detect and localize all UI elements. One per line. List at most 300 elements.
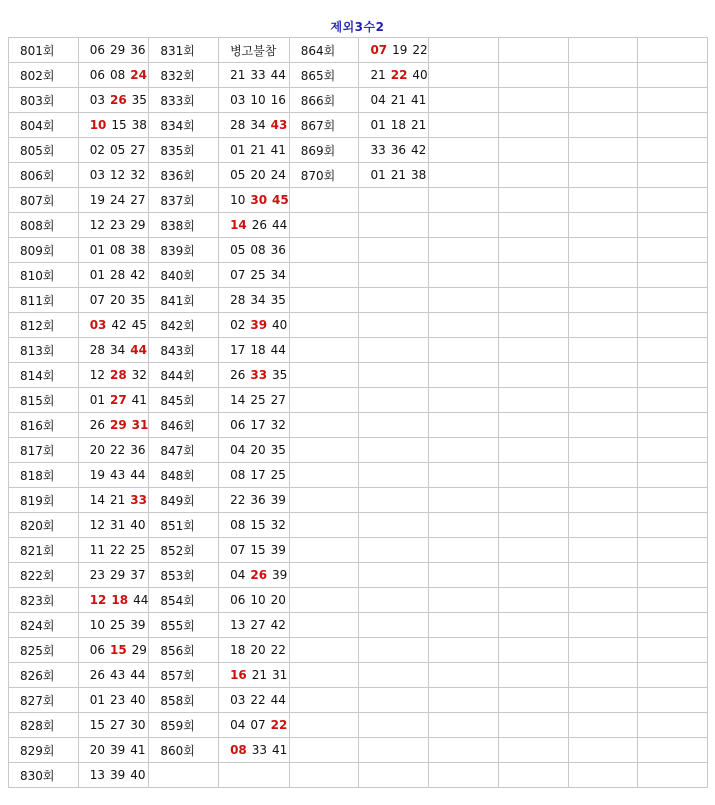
number: 24 — [109, 193, 126, 207]
numbers-cell — [359, 688, 429, 713]
number: 08 — [109, 68, 126, 82]
table-row — [9, 63, 708, 88]
numbers-cell — [219, 88, 290, 113]
round-cell: 829회 — [9, 738, 79, 763]
number: 병고불참 — [230, 43, 277, 58]
number: 23 — [109, 218, 126, 232]
number: 21 — [411, 118, 427, 132]
number: 39 — [270, 543, 286, 557]
table-row — [9, 363, 708, 388]
number: 01 — [89, 268, 105, 282]
number: 41 — [131, 393, 147, 407]
number: 21 — [109, 493, 126, 507]
number: 21 — [250, 143, 266, 157]
round-cell — [429, 513, 499, 538]
round-cell — [568, 688, 638, 713]
table-row — [9, 588, 708, 613]
number: 17 — [250, 418, 266, 432]
page-title: 제외3수2 — [330, 20, 385, 34]
number: 05 — [230, 243, 246, 257]
round-cell — [289, 288, 359, 313]
number: 24 — [270, 168, 286, 182]
number: 01 — [370, 118, 386, 132]
round-cell: 851회 — [149, 513, 219, 538]
number: 28 — [230, 293, 246, 307]
number: 31 — [109, 518, 126, 532]
round-cell — [429, 163, 499, 188]
numbers-cell — [219, 488, 290, 513]
numbers-cell — [638, 513, 708, 538]
number: 04 — [230, 568, 246, 582]
number: 36 — [130, 443, 146, 457]
numbers-cell — [638, 88, 708, 113]
numbers-cell — [359, 438, 429, 463]
number: 37 — [130, 568, 146, 582]
numbers-cell — [359, 213, 429, 238]
numbers-cell — [219, 738, 290, 763]
numbers-cell — [78, 763, 149, 788]
numbers-cell — [638, 113, 708, 138]
round-cell: 847회 — [149, 438, 219, 463]
highlighted-number: 26 — [109, 93, 127, 107]
number: 42 — [111, 318, 127, 332]
round-cell — [568, 88, 638, 113]
numbers-cell — [219, 213, 290, 238]
round-cell: 866회 — [289, 88, 359, 113]
number: 05 — [230, 168, 246, 182]
numbers-cell — [359, 613, 429, 638]
table-row — [9, 738, 708, 763]
number: 23 — [109, 693, 126, 707]
numbers-cell — [78, 38, 149, 63]
numbers-cell — [78, 188, 149, 213]
number: 35 — [130, 293, 146, 307]
round-cell — [429, 488, 499, 513]
number: 44 — [270, 693, 286, 707]
number: 44 — [130, 468, 146, 482]
round-cell — [568, 588, 638, 613]
number: 22 — [250, 693, 266, 707]
round-cell — [289, 763, 359, 788]
number: 15 — [250, 518, 266, 532]
round-cell — [568, 338, 638, 363]
round-cell — [429, 463, 499, 488]
numbers-cell — [498, 588, 568, 613]
table-row — [9, 663, 708, 688]
round-cell: 836회 — [149, 163, 219, 188]
numbers-cell — [78, 338, 149, 363]
number: 21 — [251, 668, 268, 682]
number: 43 — [109, 668, 126, 682]
number: 36 — [390, 143, 406, 157]
numbers-cell — [78, 213, 149, 238]
number: 01 — [89, 393, 105, 407]
numbers-cell — [78, 88, 149, 113]
table-row — [9, 263, 708, 288]
number: 33 — [251, 743, 268, 757]
round-cell: 848회 — [149, 463, 219, 488]
round-cell: 817회 — [9, 438, 79, 463]
number: 15 — [89, 718, 105, 732]
numbers-cell — [219, 163, 290, 188]
numbers-cell — [638, 763, 708, 788]
round-cell — [429, 338, 499, 363]
number: 25 — [270, 468, 286, 482]
numbers-cell — [498, 88, 568, 113]
round-cell: 830회 — [9, 763, 79, 788]
number: 04 — [230, 718, 246, 732]
numbers-cell — [498, 138, 568, 163]
highlighted-number: 03 — [89, 318, 107, 332]
numbers-cell — [219, 313, 290, 338]
number: 18 — [230, 643, 246, 657]
round-cell — [429, 238, 499, 263]
numbers-cell — [498, 388, 568, 413]
numbers-cell — [219, 613, 290, 638]
numbers-cell — [638, 738, 708, 763]
round-cell — [568, 513, 638, 538]
table-row — [9, 513, 708, 538]
round-cell — [429, 388, 499, 413]
round-cell — [429, 138, 499, 163]
number: 18 — [250, 343, 266, 357]
numbers-cell — [359, 363, 429, 388]
round-cell — [289, 263, 359, 288]
numbers-cell — [219, 388, 290, 413]
round-cell: 825회 — [9, 638, 79, 663]
round-cell — [289, 213, 359, 238]
round-cell — [429, 763, 499, 788]
numbers-cell — [359, 488, 429, 513]
round-cell: 839회 — [149, 238, 219, 263]
numbers-cell — [498, 513, 568, 538]
numbers-cell — [359, 163, 429, 188]
numbers-cell — [78, 513, 149, 538]
numbers-cell — [359, 88, 429, 113]
round-cell — [429, 538, 499, 563]
numbers-cell — [498, 638, 568, 663]
numbers-cell — [78, 413, 149, 438]
number: 12 — [89, 218, 105, 232]
number: 38 — [131, 118, 147, 132]
numbers-cell — [498, 663, 568, 688]
numbers-cell — [219, 688, 290, 713]
number: 27 — [270, 393, 286, 407]
highlighted-number: 31 — [131, 418, 149, 432]
round-cell — [289, 238, 359, 263]
numbers-cell — [78, 588, 149, 613]
highlighted-number: 16 — [230, 668, 247, 682]
numbers-cell — [78, 738, 149, 763]
highlighted-number: 33 — [130, 493, 147, 507]
number: 17 — [230, 343, 246, 357]
round-cell — [429, 713, 499, 738]
numbers-cell — [638, 138, 708, 163]
numbers-cell — [498, 313, 568, 338]
round-cell — [568, 763, 638, 788]
number: 29 — [109, 43, 126, 57]
round-cell: 813회 — [9, 338, 79, 363]
number: 22 — [109, 443, 126, 457]
round-cell — [289, 588, 359, 613]
round-cell — [289, 613, 359, 638]
number: 35 — [270, 293, 286, 307]
numbers-cell — [498, 363, 568, 388]
numbers-cell — [638, 238, 708, 263]
numbers-cell — [78, 138, 149, 163]
round-cell — [429, 38, 499, 63]
highlighted-number: 14 — [230, 218, 247, 232]
highlighted-number: 26 — [250, 568, 268, 582]
round-cell: 801회 — [9, 38, 79, 63]
table-row — [9, 613, 708, 638]
round-cell — [568, 713, 638, 738]
numbers-cell — [498, 188, 568, 213]
numbers-cell — [219, 638, 290, 663]
round-cell — [429, 63, 499, 88]
number: 10 — [250, 593, 266, 607]
number: 14 — [230, 393, 246, 407]
numbers-cell — [219, 263, 290, 288]
number: 04 — [370, 93, 386, 107]
numbers-cell — [498, 238, 568, 263]
number: 27 — [250, 618, 266, 632]
numbers-cell — [359, 138, 429, 163]
numbers-cell — [78, 688, 149, 713]
numbers-cell — [638, 588, 708, 613]
number: 29 — [109, 568, 126, 582]
round-cell — [568, 263, 638, 288]
numbers-cell — [78, 163, 149, 188]
number: 20 — [250, 443, 266, 457]
round-cell: 845회 — [149, 388, 219, 413]
numbers-cell — [638, 613, 708, 638]
number: 34 — [270, 268, 286, 282]
number: 34 — [109, 343, 126, 357]
number: 44 — [130, 668, 146, 682]
round-cell: 815회 — [9, 388, 79, 413]
round-cell — [568, 488, 638, 513]
number: 21 — [230, 68, 246, 82]
numbers-cell — [219, 663, 290, 688]
round-cell: 820회 — [9, 513, 79, 538]
number: 21 — [390, 93, 406, 107]
numbers-cell — [498, 413, 568, 438]
round-cell — [289, 463, 359, 488]
round-cell — [289, 413, 359, 438]
number: 20 — [250, 168, 266, 182]
round-cell — [429, 288, 499, 313]
numbers-cell — [498, 463, 568, 488]
numbers-cell — [219, 588, 290, 613]
table-row — [9, 638, 708, 663]
round-cell: 842회 — [149, 313, 219, 338]
number: 26 — [89, 668, 105, 682]
number: 20 — [89, 443, 105, 457]
round-cell — [289, 488, 359, 513]
number: 33 — [370, 143, 386, 157]
round-cell: 843회 — [149, 338, 219, 363]
round-cell — [568, 363, 638, 388]
numbers-cell — [78, 663, 149, 688]
round-cell: 867회 — [289, 113, 359, 138]
numbers-cell — [219, 288, 290, 313]
table-row — [9, 188, 708, 213]
round-cell: 835회 — [149, 138, 219, 163]
round-cell — [568, 463, 638, 488]
round-cell — [429, 188, 499, 213]
round-cell: 837회 — [149, 188, 219, 213]
numbers-cell — [638, 538, 708, 563]
number: 35 — [131, 93, 147, 107]
number: 07 — [250, 718, 266, 732]
round-cell — [289, 313, 359, 338]
number: 08 — [230, 468, 246, 482]
numbers-cell — [359, 563, 429, 588]
round-cell — [429, 588, 499, 613]
number: 34 — [250, 118, 266, 132]
numbers-cell — [359, 763, 429, 788]
table-row — [9, 288, 708, 313]
round-cell: 844회 — [149, 363, 219, 388]
numbers-cell — [638, 288, 708, 313]
number: 10 — [89, 618, 105, 632]
round-cell — [568, 738, 638, 763]
number: 39 — [130, 618, 146, 632]
numbers-cell — [359, 663, 429, 688]
table-row — [9, 538, 708, 563]
round-cell — [568, 538, 638, 563]
round-cell — [289, 438, 359, 463]
number: 28 — [230, 118, 246, 132]
numbers-cell — [78, 238, 149, 263]
highlighted-number: 27 — [109, 393, 127, 407]
highlighted-number: 10 — [89, 118, 107, 132]
round-cell: 846회 — [149, 413, 219, 438]
numbers-cell — [219, 63, 290, 88]
number: 19 — [89, 193, 105, 207]
numbers-cell — [359, 288, 429, 313]
numbers-cell — [359, 513, 429, 538]
numbers-cell — [638, 338, 708, 363]
table-row — [9, 413, 708, 438]
round-cell: 826회 — [9, 663, 79, 688]
round-cell: 828회 — [9, 713, 79, 738]
round-cell: 854회 — [149, 588, 219, 613]
round-cell — [429, 363, 499, 388]
round-cell: 808회 — [9, 213, 79, 238]
numbers-cell — [359, 388, 429, 413]
number: 36 — [130, 43, 146, 57]
round-cell: 860회 — [149, 738, 219, 763]
numbers-cell — [359, 338, 429, 363]
number: 31 — [272, 668, 288, 682]
number: 42 — [411, 143, 427, 157]
numbers-cell — [638, 188, 708, 213]
round-cell — [429, 263, 499, 288]
round-cell — [568, 313, 638, 338]
round-cell — [568, 63, 638, 88]
round-cell: 833회 — [149, 88, 219, 113]
number: 42 — [130, 268, 146, 282]
number: 06 — [230, 418, 246, 432]
number: 42 — [270, 618, 286, 632]
round-cell: 804회 — [9, 113, 79, 138]
number: 25 — [130, 543, 146, 557]
number: 01 — [89, 243, 105, 257]
round-cell — [289, 188, 359, 213]
numbers-cell — [219, 113, 290, 138]
number: 07 — [230, 268, 246, 282]
round-cell: 857회 — [149, 663, 219, 688]
number: 25 — [250, 268, 266, 282]
numbers-cell — [638, 488, 708, 513]
round-cell — [568, 138, 638, 163]
number: 35 — [270, 443, 286, 457]
number: 28 — [109, 268, 126, 282]
number: 26 — [89, 418, 105, 432]
number: 08 — [230, 518, 246, 532]
number: 44 — [270, 68, 286, 82]
round-cell: 852회 — [149, 538, 219, 563]
numbers-cell — [78, 488, 149, 513]
highlighted-number: 30 — [250, 193, 268, 207]
number: 39 — [109, 743, 126, 757]
round-cell: 810회 — [9, 263, 79, 288]
round-cell — [568, 188, 638, 213]
round-cell: 802회 — [9, 63, 79, 88]
number: 07 — [230, 543, 246, 557]
numbers-cell — [638, 38, 708, 63]
number: 40 — [272, 318, 288, 332]
number: 36 — [270, 243, 286, 257]
number: 30 — [130, 718, 146, 732]
number: 43 — [109, 468, 126, 482]
number: 38 — [130, 243, 146, 257]
table-row — [9, 163, 708, 188]
numbers-cell — [638, 563, 708, 588]
numbers-cell — [219, 463, 290, 488]
numbers-cell — [359, 38, 429, 63]
round-cell: 856회 — [149, 638, 219, 663]
round-cell — [568, 213, 638, 238]
table-row — [9, 313, 708, 338]
numbers-cell — [219, 563, 290, 588]
round-cell: 806회 — [9, 163, 79, 188]
number: 13 — [89, 768, 105, 782]
number: 03 — [230, 693, 246, 707]
number: 35 — [272, 368, 288, 382]
number: 01 — [230, 143, 246, 157]
number: 20 — [89, 743, 105, 757]
round-cell: 819회 — [9, 488, 79, 513]
round-cell: 858회 — [149, 688, 219, 713]
number: 22 — [109, 543, 126, 557]
round-cell — [429, 313, 499, 338]
highlighted-number: 45 — [272, 193, 289, 207]
highlighted-number: 43 — [270, 118, 288, 132]
number: 41 — [270, 143, 286, 157]
number: 11 — [89, 543, 105, 557]
round-cell: 827회 — [9, 688, 79, 713]
number: 39 — [272, 568, 288, 582]
number: 32 — [270, 518, 286, 532]
numbers-cell — [638, 438, 708, 463]
round-cell — [568, 663, 638, 688]
round-cell: 838회 — [149, 213, 219, 238]
numbers-cell — [638, 688, 708, 713]
table-row — [9, 713, 708, 738]
